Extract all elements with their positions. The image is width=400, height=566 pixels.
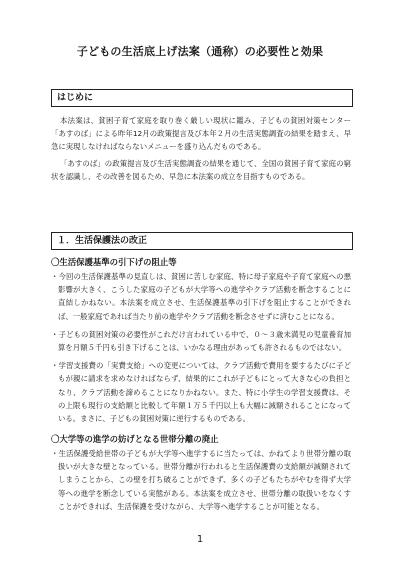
intro-paragraph: 「あすのば」の政策提言及び生活実態調査の結果を通じて、全国の貧困子育て家庭の窮状を認識し、その改善を図るため、早急に本法案の成立を目指すものである。 (51, 158, 351, 181)
sub1-list (51, 270, 351, 425)
sub2-heading: 〇大学等の進学の妨げとなる世帯分離の廃止 (51, 434, 219, 444)
intro-heading-box (51, 89, 353, 107)
list-item: ・子どもの貧困対策の必要性がこれだけ言われている中で、０～３歳未満児の児童養育加算を月額５千円も引き下げることは、いかなる理由があっても許されるものではない。 (51, 329, 351, 353)
list-item: ・今回の生活保護基準の見直しは、貧困に苦しむ家庭、特に母子家庭や子育て家庭への悪影響が大きく、こうした家庭の子どもが大学等への進学やクラブ活動を断念することに直結しかねない。本法案を成立させ、生活保護基準の引下げを阻止することができれば、一般家庭であれば当たり前の進学やクラブ活動を断念させずに済むことになる。 (51, 272, 351, 321)
intro-heading: はじめに (57, 93, 94, 103)
sub1-heading: 〇生活保護基準の引下げの阻止等 (51, 257, 177, 267)
section1-heading: １．生活保護法の改正 (57, 236, 148, 246)
section1-heading-box (51, 232, 353, 250)
intro-paragraph: 本法案は、貧困子育て家庭を取り巻く厳しい現状に鑑み、子どもの貧困対策センター「あすのば」による昨年12月の政策提言及び本年２月の生活実態調査の結果を踏まえ、早急に実現しなければならないメニューを盛り込んだものである。 (51, 116, 351, 152)
list-item: ・生活保護受給世帯の子どもが大学等へ進学するに当たっては、かねてより世帯分離の取扱いが大きな壁となっている。世帯分離が行われると生活保護費の支給額が減額されてしまうことから、この壁を打ち破ることができず、多くの子どもたちがやむを得ず大学等への進学を断念している実態がある。本法案を成立させ、世帯分離の取扱いをなくすことができれば、生活保護を受けながら、大学等へ進学することが可能となる。 (51, 449, 351, 511)
list-item: ・学習支援費の「実費支給」への変更については、クラブ活動で費用を要するたびに子どもが親に請求を求めなければならず、結果的にこれが子どもにとって大きな心の負担となり、クラブ活動を諦めることになりかねない。また、特に小学生の学習支援費は、その上限も現行の支給額と比較して年額１万５千円以上も大幅に減額されることになっている。まさに、子どもの貧困対策に逆行するものである。 (51, 361, 351, 424)
sub2-list (51, 447, 351, 513)
document-title: 子どもの生活底上げ法案（通称）の必要性と効果 (76, 45, 324, 58)
intro-body (51, 114, 351, 183)
page-number: 1 (196, 534, 204, 545)
